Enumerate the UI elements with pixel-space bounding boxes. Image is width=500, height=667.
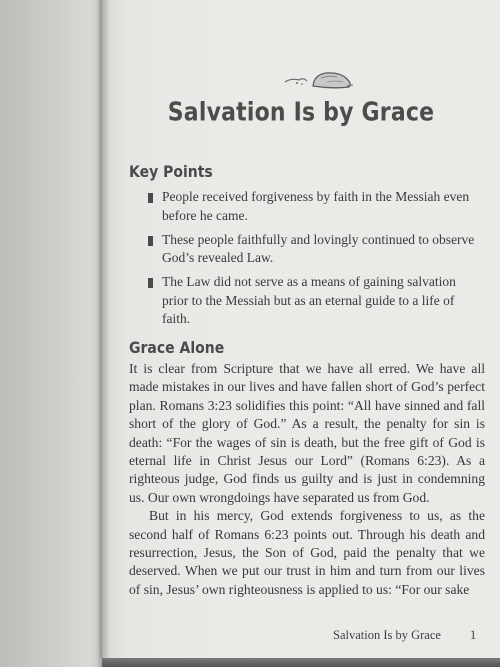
- running-footer-title: Salvation Is by Grace: [333, 628, 441, 642]
- list-item-text: People received forgiveness by faith in the Messiah even before he came.: [162, 189, 470, 223]
- page-title: Salvation Is by Grace: [167, 98, 435, 128]
- list-item: [146, 231, 476, 268]
- stone-ornament-icon: [283, 68, 355, 90]
- page-bottom-edge: [102, 658, 500, 667]
- page-number: 1: [470, 628, 477, 642]
- facing-page: [0, 0, 104, 667]
- list-item-text: These people faithfully and lovingly continued to observe God’s revealed Law.: [162, 231, 475, 265]
- list-item: [146, 273, 476, 329]
- list-item: [146, 188, 476, 225]
- body-text: [129, 360, 485, 599]
- key-points-list: [146, 188, 476, 334]
- paragraph: It is clear from Scripture that we have all erred. We have all made mistakes in our lives and have fallen short of God’s perfect plan. Romans 3:23 solidifies this point: “All have sinned and fall short of the glory of God.” As a result, the penalty for sin is death: “For the wages of sin is death, but the free gift of God is eternal life in Christ Jesus our Lord” (Romans 6:23). As a righteous judge, God finds us guilty and is just in condemning us. Our own wrongdoings have separated us from God.: [129, 361, 485, 505]
- bullet-icon: [148, 236, 153, 246]
- grace-alone-heading: Grace Alone: [129, 339, 225, 358]
- bullet-icon: [148, 193, 153, 203]
- bullet-icon: [148, 278, 153, 288]
- paragraph: But in his mercy, God extends forgiveness to us, as the second half of Romans 6:23 points out. Through his death and resurrection, Jesus, the Son of God, paid the penalty that we deserved. When we put our trust in him and turn from our lives of sin, Jesus’ own righteousness is applied to us: “For our sake: [129, 508, 485, 597]
- key-points-heading: Key Points: [129, 163, 213, 182]
- list-item-text: The Law did not serve as a means of gaining salvation prior to the Messiah but as an eternal guide to a life of faith.: [162, 274, 456, 326]
